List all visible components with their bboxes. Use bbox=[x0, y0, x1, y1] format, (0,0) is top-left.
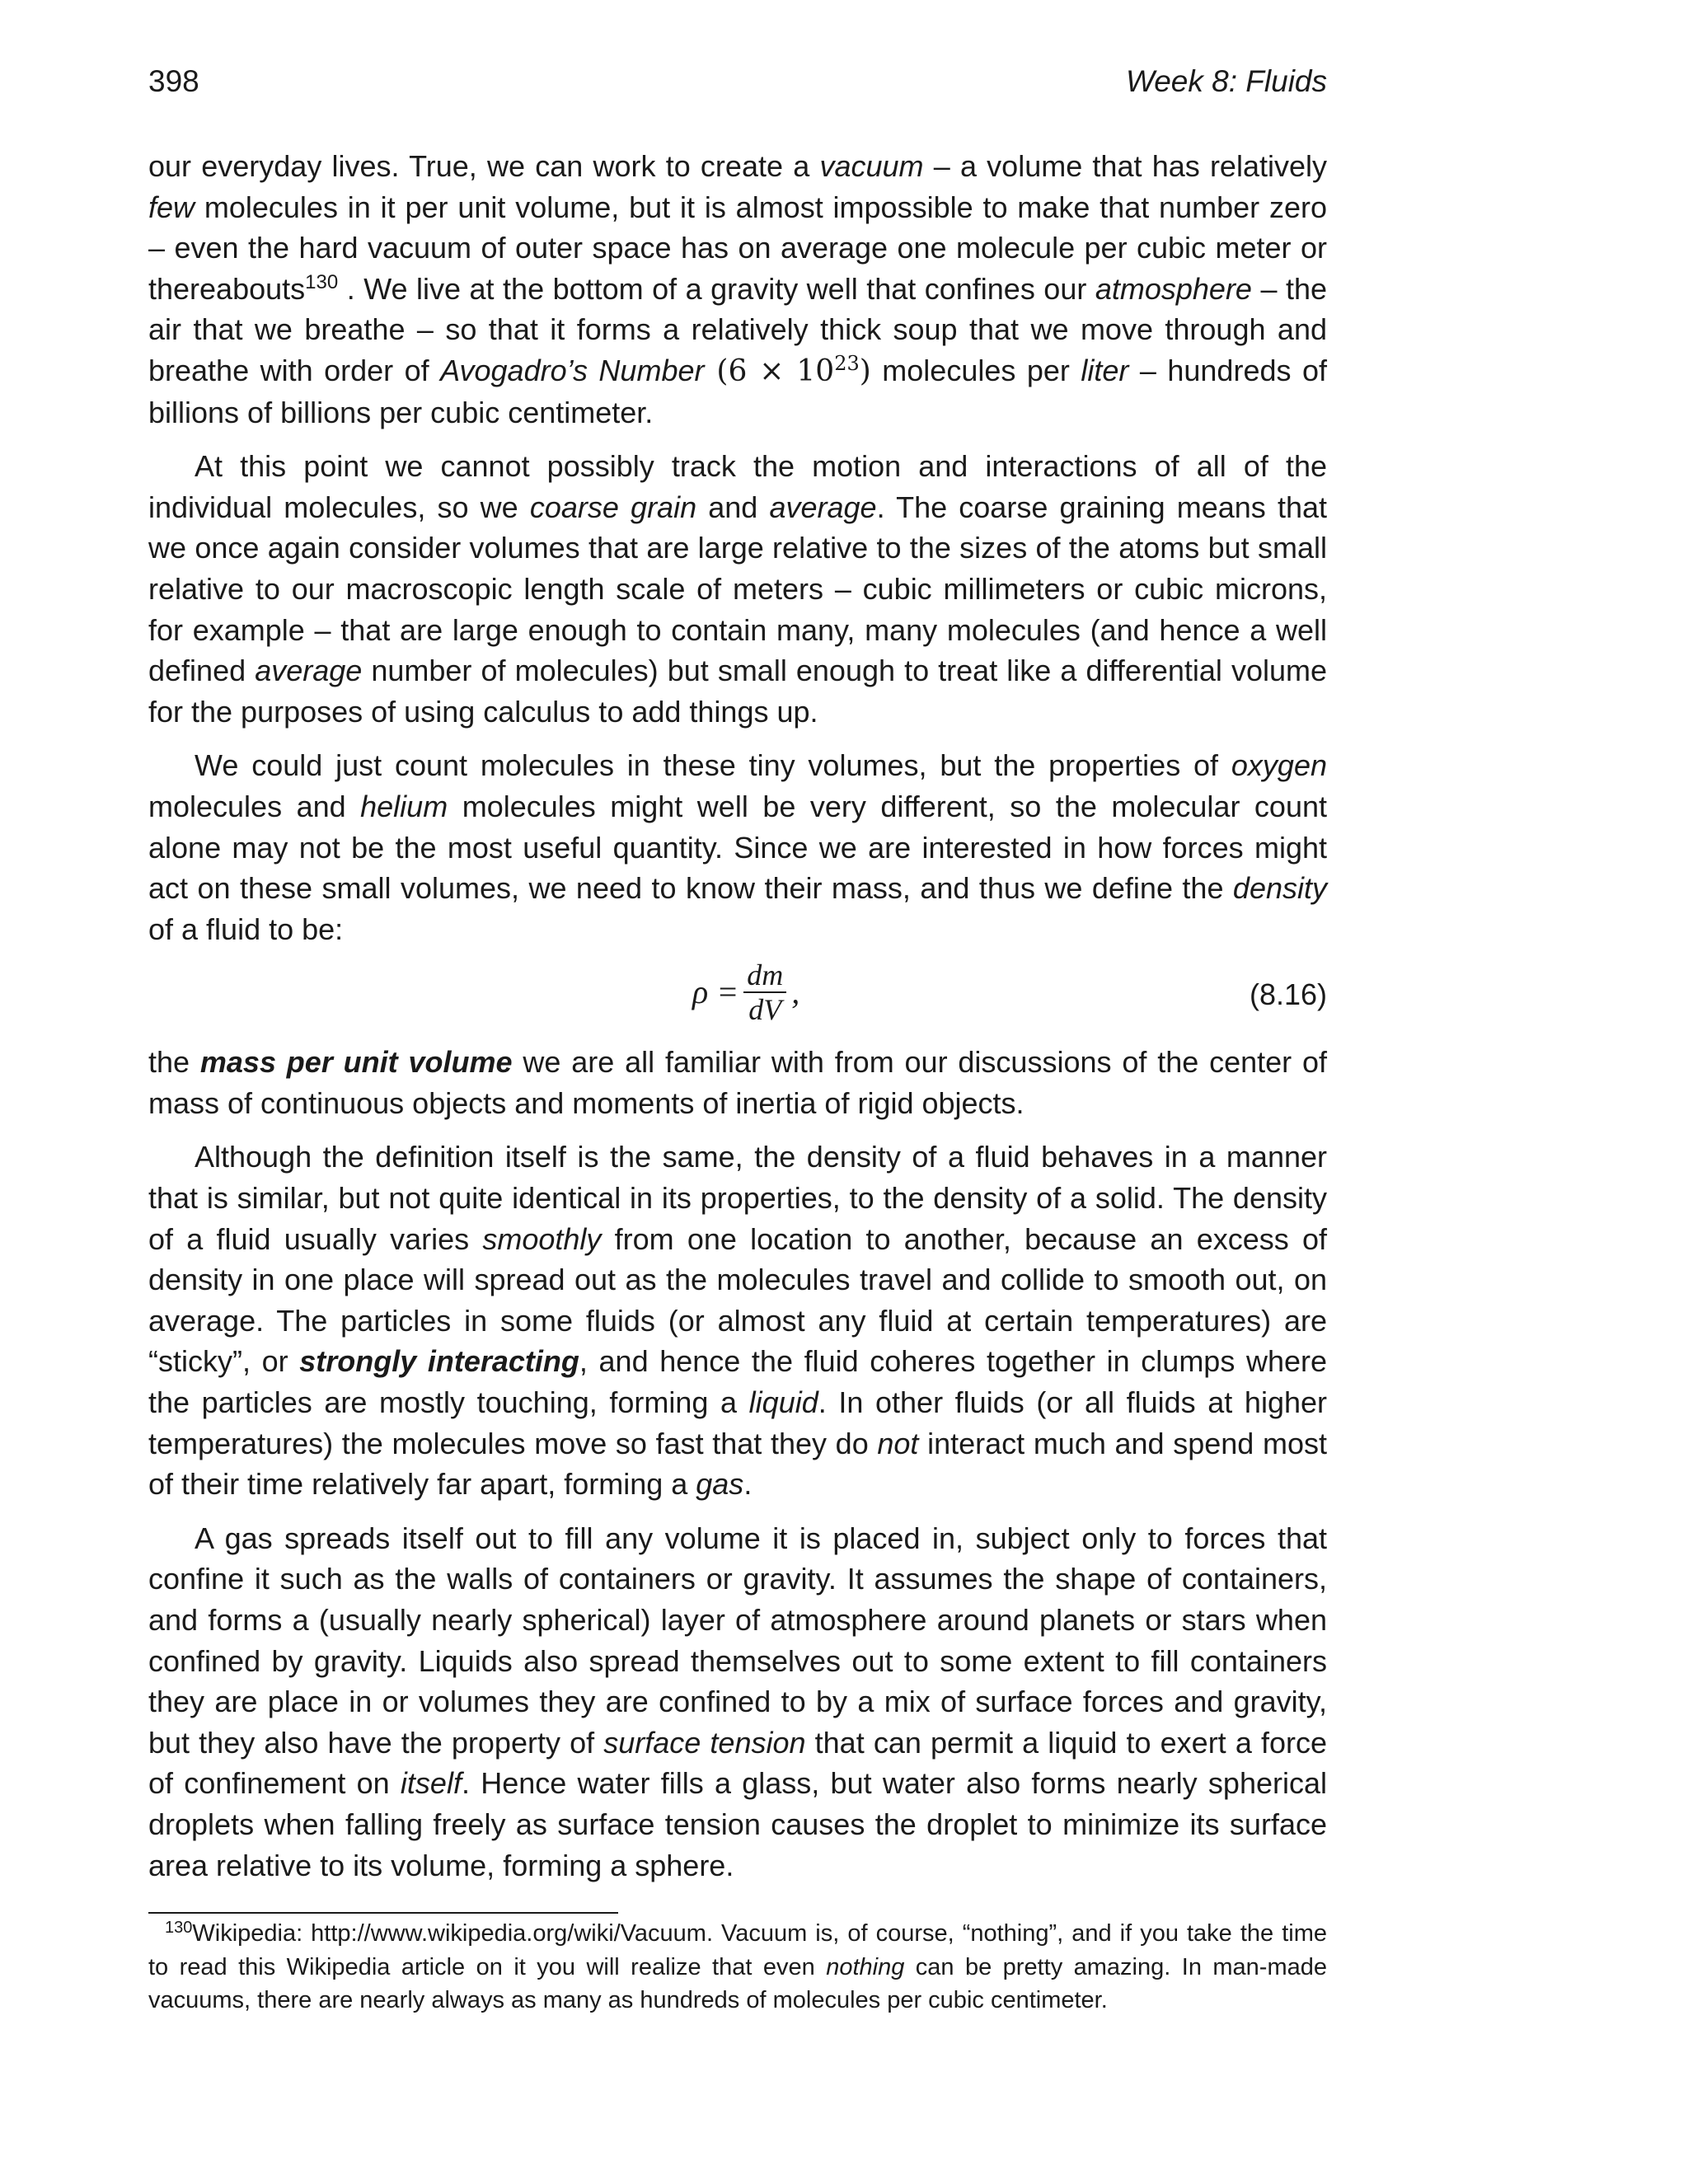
page-number: 398 bbox=[148, 64, 199, 98]
term-gas: gas bbox=[696, 1467, 744, 1502]
fraction-numerator: dm bbox=[747, 958, 784, 992]
term-oxygen: oxygen bbox=[1231, 748, 1327, 783]
term-mass-per-unit-volume: mass per unit volume bbox=[199, 1045, 513, 1080]
term-surface-tension: surface tension bbox=[603, 1725, 806, 1760]
term-nothing: nothing bbox=[826, 1953, 905, 1980]
term-avogadro: Avogadro’s Number bbox=[440, 353, 705, 387]
term-vacuum: vacuum bbox=[819, 149, 924, 183]
footnote-rule bbox=[148, 1912, 618, 1914]
term-average-2: average bbox=[255, 654, 363, 688]
paragraph-6: A gas spreads itself out to fill any volume it is placed in, subject only to forces that confine it such as the walls of containers or gravity. It assumes the shape of containers, and forms a (usually nearly spherical) layer of atmosphere around planets or stars when confined by gravity. Liquids also spread themselves out to some extent to fill containers they are place in or volumes they are confined to by a mix of surface forces and gravity, but they also have the property of surface tension that can permit a liquid to exert a force of confinement on itself. Hence water fills a glass, but water also forms nearly spherical droplets when falling freely as surface tension causes the droplet to minimize its surface area relative to its volume, forming a sphere. bbox=[148, 1521, 1327, 1882]
equation-8-16 bbox=[148, 951, 1327, 1033]
term-few: few bbox=[148, 190, 195, 224]
fraction-denominator: dV bbox=[748, 993, 782, 1027]
avogadro-value: $(6 \times 10^{23})$ bbox=[704, 351, 871, 388]
term-itself: itself bbox=[400, 1766, 462, 1801]
term-liquid: liquid bbox=[748, 1385, 818, 1420]
term-atmosphere: atmosphere bbox=[1095, 271, 1252, 306]
paragraph-2: At this point we cannot possibly track the motion and interactions of all of the individual molecules, so we coarse grain and average. The coarse graining means that we once again consider volumes that are large relative to the sizes of the atoms but small relative to our macroscopic length scale of meters – cubic millimeters or cubic microns, for example – that are large enough to contain many, many molecules (and hence a well defined average number of molecules) but small enough to treat like a differential volume for the purposes of using calculus to add things up. bbox=[148, 449, 1328, 729]
paragraph-3: We could just count molecules in these tiny volumes, but the properties of oxygen molecules and helium molecules might well be very different, so the molecular count alone may not be the most useful quantity. Since we are interested in how forces might act on these small volumes, we need to know their mass, and thus we define the density of a fluid to be: bbox=[148, 748, 1328, 946]
term-density: density bbox=[1232, 871, 1327, 906]
term-helium: helium bbox=[360, 789, 448, 823]
fraction bbox=[743, 958, 786, 1026]
body-text bbox=[148, 146, 1327, 1899]
footnote-130: $^{130}$Wikipedia: http://www.wikipedia.org/wiki/Vacuum. Vacuum is, of course, “nothing”, and if you take the time to read this Wikipedia article on it you will realize that even nothing can be pretty amazing. In man-made vacuums, there are nearly always as many as hundreds of molecules per cubic centimeter. bbox=[148, 1919, 1327, 2013]
term-not: not bbox=[877, 1426, 919, 1460]
equation-lhs: ρ = bbox=[692, 973, 739, 1011]
equation-number: (8.16) bbox=[1249, 977, 1327, 1012]
term-average: average bbox=[769, 490, 877, 524]
footnote-reference: 130 bbox=[305, 270, 339, 293]
running-title: Week 8: Fluids bbox=[1125, 64, 1327, 98]
footnote-marker: 130 bbox=[165, 1919, 193, 1937]
term-strongly-interacting: strongly interacting bbox=[299, 1344, 579, 1379]
paragraph-4: the mass per unit volume we are all familiar with from our discussions of the center of mass of continuous objects and moments of inertia of rigid objects. bbox=[148, 1045, 1328, 1120]
paragraph-1: our everyday lives. True, we can work to create a vacuum – a volume that has relatively few molecules in it per unit volume, but it is almost impossible to make that number zero – even the hard vacuum of outer space has on average one molecule per cubic meter or thereabouts$^{130}$ . We live at the bottom of a gravity well that confines our atmosphere – the air that we breathe – so that it forms a relatively thick soup that we move through and breathe with order of Avogadro’s Number $(6 \times 10^{23})$ molecules per liter – hundreds of billions of billions per cubic centimeter. bbox=[148, 149, 1328, 429]
paragraph-5: Although the definition itself is the same, the density of a fluid behaves in a manner that is similar, but not quite identical in its properties, to the density of a solid. The density of a fluid usually varies smoothly from one location to another, because an excess of density in one place will spread out as the molecules travel and collide to smooth out, on average. The particles in some fluids (or almost any fluid at certain temperatures) are “sticky”, or strongly interacting, and hence the fluid coheres together in clumps where the particles are mostly touching, forming a liquid. In other fluids (or all fluids at higher temperatures) the molecules move so fast that they do not interact much and spend most of their time relatively far apart, forming a gas. bbox=[148, 1140, 1328, 1502]
density-formula: ρ = $\frac{dm}{dV}$ , bbox=[692, 958, 800, 1027]
term-smoothly: smoothly bbox=[482, 1221, 602, 1256]
term-liter: liter bbox=[1081, 353, 1129, 387]
term-coarse-grain: coarse grain bbox=[529, 490, 697, 524]
